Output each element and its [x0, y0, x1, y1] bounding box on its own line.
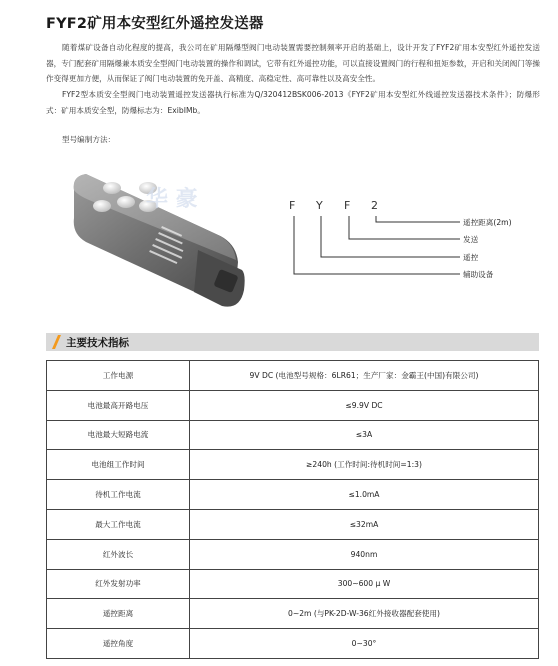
- spec-name: 遥控距离: [47, 599, 190, 629]
- model-legend-3: 遥控: [463, 253, 479, 262]
- section-title: 主要技术指标: [66, 337, 129, 349]
- spec-value: ≤1.0mA: [190, 480, 539, 510]
- spec-value: 0~30°: [190, 629, 539, 659]
- table-row: [47, 420, 539, 450]
- spec-name: 工作电源: [47, 361, 190, 391]
- table-row: [47, 569, 539, 599]
- table-row: [47, 480, 539, 510]
- spec-value: 940nm: [190, 539, 539, 569]
- spec-value: 9V DC (电池型号规格：6LR61；生产厂家：金霸王(中国)有限公司): [190, 361, 539, 391]
- table-row: [47, 539, 539, 569]
- spec-value: 300~600 μ W: [190, 569, 539, 599]
- spec-value: ≤32mA: [190, 509, 539, 539]
- model-code-char-2: Y: [316, 199, 323, 212]
- spec-name: 电池组工作时间: [47, 450, 190, 480]
- intro-paragraph: 随着煤矿设备自动化程度的提高，我公司在矿用隔爆型阀门电动装置需要控制频率开启的基础上，设计开发了FYF2矿用本安型红外遥控发送器，专门配套矿用隔爆兼本质安全型阀门电动装置的操作和调试，它带有红外遥控功能，可以直接设置阀门的行程和扭矩参数，开启和关闭阀门等操作变得更加方便，从而保证了阀门电动装置的免开盖、高精度、高稳定性、高可靠性以及高安全性。: [46, 43, 540, 83]
- standard-paragraph: FYF2型本质安全型阀门电动装置遥控发送器执行标准为Q/320412BSK006-2013《FYF2矿用本安型红外线遥控发送器技术条件》；防爆形式：矿用本质安全型，防爆标志为：ExibIMb。: [46, 90, 540, 115]
- spec-name: 电池最高开路电压: [47, 390, 190, 420]
- model-legend-1: 遥控距离(2m): [463, 218, 512, 227]
- model-code-char-1: F: [289, 199, 296, 212]
- spec-name: 待机工作电流: [47, 480, 190, 510]
- table-row: [47, 361, 539, 391]
- spec-value: ≥240h (工作时间:待机时间=1:3): [190, 450, 539, 480]
- table-row: [47, 629, 539, 659]
- spec-name: 红外发射功率: [47, 569, 190, 599]
- spec-name: 电池最大短路电流: [47, 420, 190, 450]
- model-code-char-4: 2: [371, 199, 378, 212]
- section-accent-icon: [46, 333, 68, 351]
- model-legend-4: 辅助设备: [463, 270, 494, 279]
- table-row: [47, 450, 539, 480]
- table-row: [47, 599, 539, 629]
- spec-name: 红外波长: [47, 539, 190, 569]
- spec-name: 遥控角度: [47, 629, 190, 659]
- spec-table: [46, 360, 539, 659]
- model-code-char-3: F: [344, 199, 351, 212]
- spec-value: 0~2m (与PK-2D-W-36红外接收器配套使用): [190, 599, 539, 629]
- spec-name: 最大工作电流: [47, 509, 190, 539]
- spec-value: ≤3A: [190, 420, 539, 450]
- model-label: 型号编制方法：: [62, 135, 116, 144]
- table-row: [47, 509, 539, 539]
- spec-value: ≤9.9V DC: [190, 390, 539, 420]
- page-title: FYF2矿用本安型红外遥控发送器: [46, 16, 264, 32]
- model-legend-2: 发送: [463, 235, 479, 244]
- table-row: [47, 390, 539, 420]
- watermark-logo: 华 豪: [146, 187, 198, 212]
